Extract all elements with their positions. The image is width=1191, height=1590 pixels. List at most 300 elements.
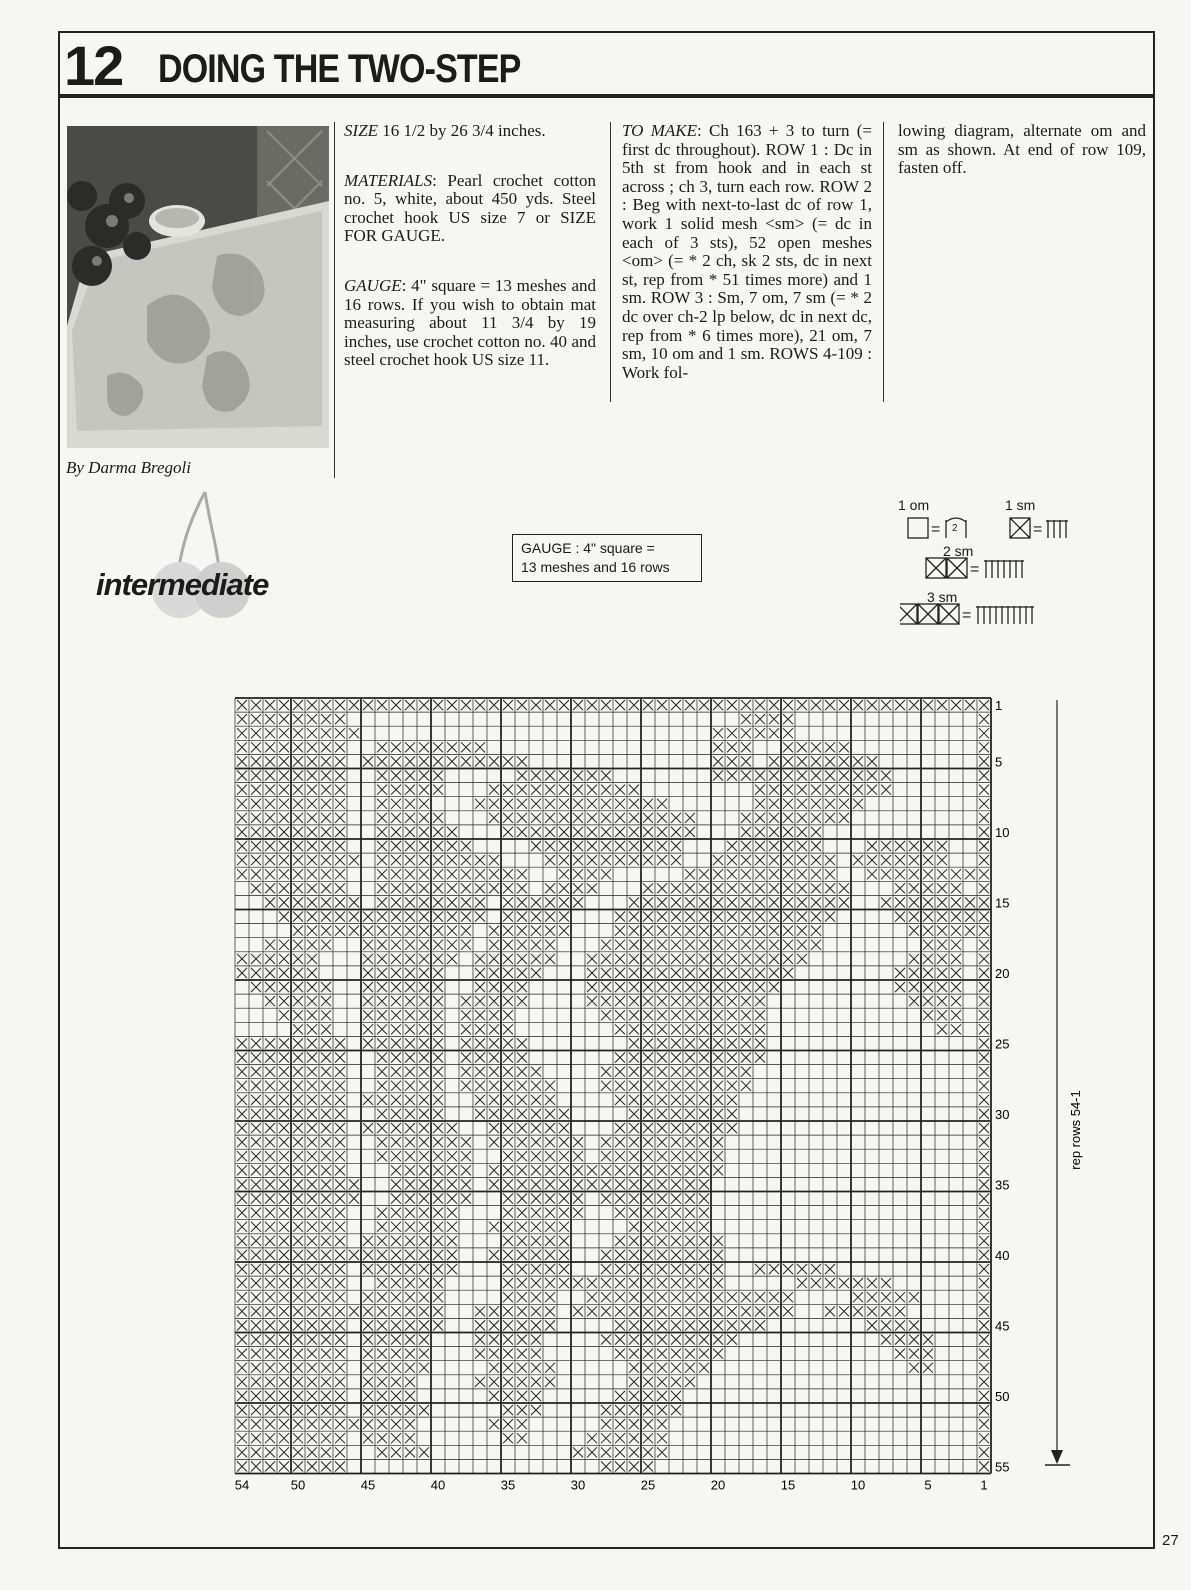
solid-mesh-cell bbox=[685, 1123, 695, 1133]
chart-column-number: 50 bbox=[290, 1477, 306, 1493]
solid-mesh-cell bbox=[713, 1067, 723, 1077]
solid-mesh-cell bbox=[391, 813, 401, 823]
solid-mesh-cell bbox=[643, 813, 653, 823]
solid-mesh-cell bbox=[251, 1250, 261, 1260]
solid-mesh-cell bbox=[503, 1165, 513, 1175]
solid-mesh-cell bbox=[979, 954, 989, 964]
solid-mesh-cell bbox=[531, 1151, 541, 1161]
rep-rows-label: rep rows 54-1 bbox=[1068, 1090, 1083, 1170]
solid-mesh-cell bbox=[741, 1024, 751, 1034]
solid-mesh-cell bbox=[685, 1095, 695, 1105]
solid-mesh-cell bbox=[279, 869, 289, 879]
solid-mesh-cell bbox=[349, 728, 359, 738]
solid-mesh-cell bbox=[377, 912, 387, 922]
solid-mesh-cell bbox=[503, 1024, 513, 1034]
solid-mesh-cell bbox=[979, 728, 989, 738]
solid-mesh-cell bbox=[265, 1053, 275, 1063]
chart-column-number: 45 bbox=[360, 1477, 376, 1493]
solid-mesh-cell bbox=[979, 968, 989, 978]
solid-mesh-cell bbox=[825, 785, 835, 795]
solid-mesh-cell bbox=[335, 756, 345, 766]
solid-mesh-cell bbox=[671, 1236, 681, 1246]
solid-mesh-cell bbox=[629, 1053, 639, 1063]
solid-mesh-cell bbox=[657, 1377, 667, 1387]
solid-mesh-cell bbox=[643, 954, 653, 964]
solid-mesh-cell bbox=[881, 1306, 891, 1316]
solid-mesh-cell bbox=[419, 1363, 429, 1373]
solid-mesh-cell bbox=[377, 954, 387, 964]
solid-mesh-cell bbox=[237, 1095, 247, 1105]
solid-mesh-cell bbox=[503, 700, 513, 710]
solid-mesh-cell bbox=[909, 897, 919, 907]
solid-mesh-cell bbox=[433, 700, 443, 710]
solid-mesh-cell bbox=[979, 1123, 989, 1133]
solid-mesh-cell bbox=[531, 1320, 541, 1330]
solid-mesh-cell bbox=[405, 912, 415, 922]
solid-mesh-cell bbox=[391, 982, 401, 992]
solid-mesh-cell bbox=[629, 1306, 639, 1316]
solid-mesh-cell bbox=[321, 1264, 331, 1274]
solid-mesh-cell bbox=[517, 1433, 527, 1443]
solid-mesh-cell bbox=[797, 785, 807, 795]
solid-mesh-cell bbox=[741, 968, 751, 978]
solid-mesh-cell bbox=[279, 1067, 289, 1077]
solid-mesh-cell bbox=[601, 1335, 611, 1345]
solid-mesh-cell bbox=[237, 785, 247, 795]
solid-mesh-cell bbox=[979, 869, 989, 879]
solid-mesh-cell bbox=[489, 996, 499, 1006]
solid-mesh-cell bbox=[545, 954, 555, 964]
solid-mesh-cell bbox=[727, 1038, 737, 1048]
solid-mesh-cell bbox=[615, 912, 625, 922]
solid-mesh-cell bbox=[391, 940, 401, 950]
solid-mesh-cell bbox=[517, 1405, 527, 1415]
solid-mesh-cell bbox=[615, 813, 625, 823]
solid-mesh-cell bbox=[517, 912, 527, 922]
solid-mesh-cell bbox=[769, 841, 779, 851]
solid-mesh-cell bbox=[517, 1081, 527, 1091]
solid-mesh-cell bbox=[279, 756, 289, 766]
solid-mesh-cell bbox=[265, 827, 275, 837]
solid-mesh-cell bbox=[881, 855, 891, 865]
solid-mesh-cell bbox=[475, 1067, 485, 1077]
chart-column-number: 15 bbox=[780, 1477, 796, 1493]
solid-mesh-cell bbox=[797, 926, 807, 936]
solid-mesh-cell bbox=[545, 841, 555, 851]
solid-mesh-cell bbox=[321, 1038, 331, 1048]
solid-mesh-cell bbox=[545, 827, 555, 837]
solid-mesh-cell bbox=[377, 1405, 387, 1415]
solid-mesh-cell bbox=[377, 1363, 387, 1373]
solid-mesh-cell bbox=[741, 841, 751, 851]
solid-mesh-cell bbox=[657, 1306, 667, 1316]
solid-mesh-cell bbox=[797, 954, 807, 964]
solid-mesh-cell bbox=[433, 813, 443, 823]
solid-mesh-cell bbox=[391, 827, 401, 837]
solid-mesh-cell bbox=[307, 912, 317, 922]
solid-mesh-cell bbox=[251, 855, 261, 865]
solid-mesh-cell bbox=[293, 1335, 303, 1345]
solid-mesh-cell bbox=[601, 954, 611, 964]
solid-mesh-cell bbox=[797, 771, 807, 781]
solid-mesh-cell bbox=[601, 1405, 611, 1415]
solid-mesh-cell bbox=[419, 982, 429, 992]
solid-mesh-cell bbox=[489, 883, 499, 893]
solid-mesh-cell bbox=[615, 926, 625, 936]
solid-mesh-cell bbox=[741, 1292, 751, 1302]
solid-mesh-cell bbox=[405, 940, 415, 950]
solid-mesh-cell bbox=[643, 855, 653, 865]
solid-mesh-cell bbox=[279, 841, 289, 851]
solid-mesh-cell bbox=[475, 968, 485, 978]
solid-mesh-cell bbox=[797, 883, 807, 893]
solid-mesh-cell bbox=[643, 1194, 653, 1204]
solid-mesh-cell bbox=[503, 1349, 513, 1359]
solid-mesh-cell bbox=[671, 1081, 681, 1091]
solid-mesh-cell bbox=[237, 1038, 247, 1048]
solid-mesh-cell bbox=[433, 1109, 443, 1119]
solid-mesh-cell bbox=[601, 785, 611, 795]
solid-mesh-cell bbox=[545, 1109, 555, 1119]
solid-mesh-cell bbox=[335, 1081, 345, 1091]
solid-mesh-cell bbox=[489, 813, 499, 823]
solid-mesh-cell bbox=[727, 1010, 737, 1020]
solid-mesh-cell bbox=[699, 1165, 709, 1175]
solid-mesh-cell bbox=[699, 1179, 709, 1189]
solid-mesh-cell bbox=[391, 799, 401, 809]
solid-mesh-cell bbox=[321, 1461, 331, 1471]
solid-mesh-cell bbox=[699, 869, 709, 879]
solid-mesh-cell bbox=[601, 869, 611, 879]
solid-mesh-cell bbox=[769, 855, 779, 865]
solid-mesh-cell bbox=[489, 982, 499, 992]
solid-mesh-cell bbox=[643, 1024, 653, 1034]
solid-mesh-cell bbox=[685, 1335, 695, 1345]
solid-mesh-cell bbox=[545, 785, 555, 795]
solid-mesh-cell bbox=[615, 1123, 625, 1133]
solid-mesh-cell bbox=[685, 1222, 695, 1232]
solid-mesh-cell bbox=[391, 1024, 401, 1034]
solid-mesh-cell bbox=[881, 1335, 891, 1345]
solid-mesh-cell bbox=[461, 940, 471, 950]
solid-mesh-cell bbox=[825, 756, 835, 766]
solid-mesh-cell bbox=[657, 1109, 667, 1119]
solid-mesh-cell bbox=[937, 841, 947, 851]
solid-mesh-cell bbox=[671, 1053, 681, 1063]
chart-row-number: 10 bbox=[995, 825, 1010, 840]
solid-mesh-cell bbox=[559, 1236, 569, 1246]
solid-mesh-cell bbox=[307, 1377, 317, 1387]
solid-mesh-cell bbox=[895, 1292, 905, 1302]
solid-mesh-cell bbox=[405, 869, 415, 879]
solid-mesh-cell bbox=[517, 785, 527, 795]
solid-mesh-cell bbox=[251, 1278, 261, 1288]
solid-mesh-cell bbox=[279, 1264, 289, 1274]
solid-mesh-cell bbox=[867, 1306, 877, 1316]
solid-mesh-cell bbox=[587, 1306, 597, 1316]
solid-mesh-cell bbox=[391, 1236, 401, 1246]
solid-mesh-cell bbox=[923, 912, 933, 922]
solid-mesh-cell bbox=[839, 1306, 849, 1316]
solid-mesh-cell bbox=[405, 1306, 415, 1316]
solid-mesh-cell bbox=[377, 1264, 387, 1274]
solid-mesh-cell bbox=[979, 1194, 989, 1204]
solid-mesh-cell bbox=[755, 728, 765, 738]
solid-mesh-cell bbox=[713, 954, 723, 964]
solid-mesh-cell bbox=[489, 1320, 499, 1330]
solid-mesh-cell bbox=[629, 785, 639, 795]
solid-mesh-cell bbox=[335, 1306, 345, 1316]
solid-mesh-cell bbox=[671, 700, 681, 710]
solid-mesh-cell bbox=[405, 1208, 415, 1218]
solid-mesh-cell bbox=[265, 968, 275, 978]
solid-mesh-cell bbox=[699, 940, 709, 950]
solid-mesh-cell bbox=[727, 996, 737, 1006]
solid-mesh-cell bbox=[839, 813, 849, 823]
solid-mesh-cell bbox=[601, 1151, 611, 1161]
solid-mesh-cell bbox=[335, 1236, 345, 1246]
solid-mesh-cell bbox=[559, 869, 569, 879]
solid-mesh-cell bbox=[811, 813, 821, 823]
solid-mesh-cell bbox=[251, 714, 261, 724]
solid-mesh-cell bbox=[251, 827, 261, 837]
solid-mesh-cell bbox=[643, 1405, 653, 1415]
solid-mesh-cell bbox=[391, 785, 401, 795]
solid-mesh-cell bbox=[629, 1447, 639, 1457]
make-label: TO MAKE bbox=[622, 121, 697, 140]
stitch-legend-symbols bbox=[900, 512, 1100, 642]
solid-mesh-cell bbox=[895, 968, 905, 978]
solid-mesh-cell bbox=[433, 982, 443, 992]
solid-mesh-cell bbox=[615, 1306, 625, 1316]
solid-mesh-cell bbox=[433, 1165, 443, 1175]
solid-mesh-cell bbox=[405, 700, 415, 710]
solid-mesh-cell bbox=[741, 940, 751, 950]
solid-mesh-cell bbox=[265, 855, 275, 865]
solid-mesh-cell bbox=[629, 1391, 639, 1401]
solid-mesh-cell bbox=[321, 912, 331, 922]
solid-mesh-cell bbox=[657, 982, 667, 992]
solid-mesh-cell bbox=[923, 700, 933, 710]
solid-mesh-cell bbox=[657, 1264, 667, 1274]
solid-mesh-cell bbox=[419, 841, 429, 851]
solid-mesh-cell bbox=[335, 841, 345, 851]
solid-mesh-cell bbox=[545, 912, 555, 922]
solid-mesh-cell bbox=[433, 1292, 443, 1302]
solid-mesh-cell bbox=[405, 1194, 415, 1204]
solid-mesh-cell bbox=[461, 855, 471, 865]
make-text: : Ch 163 + 3 to turn (= first dc throughout). ROW 1 : Dc in 5th st from hook and in each st across ; ch 3, turn each row. ROW 2 : Beg with next-to-last dc of row 1, work 1 solid mesh <sm> (= dc in each of 3 sts), 52 open meshes <om> (= * 2 ch, sk 2 sts, dc in next st, rep from * 51 times more) and 1 sm. ROW 3 : Sm, 7 om, 7 sm (= * 2 dc over ch-2 lp below, dc in next dc, rep from * 6 times more), 21 om, 7 sm, 10 om and 1 sm. ROWS 4-109 : Work fol- bbox=[622, 121, 872, 382]
solid-mesh-cell bbox=[307, 1010, 317, 1020]
solid-mesh-cell bbox=[559, 883, 569, 893]
solid-mesh-cell bbox=[615, 1137, 625, 1147]
solid-mesh-cell bbox=[335, 771, 345, 781]
solid-mesh-cell bbox=[335, 742, 345, 752]
solid-mesh-cell bbox=[909, 954, 919, 964]
solid-mesh-cell bbox=[909, 869, 919, 879]
solid-mesh-cell bbox=[713, 1278, 723, 1288]
solid-mesh-cell bbox=[321, 1222, 331, 1232]
solid-mesh-cell bbox=[433, 940, 443, 950]
solid-mesh-cell bbox=[741, 1053, 751, 1063]
solid-mesh-cell bbox=[685, 1067, 695, 1077]
solid-mesh-cell bbox=[377, 1292, 387, 1302]
solid-mesh-cell bbox=[979, 1151, 989, 1161]
solid-mesh-cell bbox=[713, 1320, 723, 1330]
solid-mesh-cell bbox=[741, 700, 751, 710]
solid-mesh-cell bbox=[657, 1278, 667, 1288]
solid-mesh-cell bbox=[433, 1264, 443, 1274]
svg-text:=: = bbox=[1033, 521, 1043, 538]
solid-mesh-cell bbox=[629, 1236, 639, 1246]
solid-mesh-cell bbox=[237, 799, 247, 809]
solid-mesh-cell bbox=[419, 1137, 429, 1147]
solid-mesh-cell bbox=[783, 926, 793, 936]
solid-mesh-cell bbox=[685, 926, 695, 936]
chart-column-number: 40 bbox=[430, 1477, 446, 1493]
solid-mesh-cell bbox=[615, 1433, 625, 1443]
solid-mesh-cell bbox=[601, 1250, 611, 1260]
solid-mesh-cell bbox=[727, 841, 737, 851]
solid-mesh-cell bbox=[713, 742, 723, 752]
solid-mesh-cell bbox=[237, 1377, 247, 1387]
solid-mesh-cell bbox=[573, 855, 583, 865]
solid-mesh-cell bbox=[629, 954, 639, 964]
solid-mesh-cell bbox=[741, 883, 751, 893]
solid-mesh-cell bbox=[279, 813, 289, 823]
solid-mesh-cell bbox=[713, 1137, 723, 1147]
solid-mesh-cell bbox=[307, 1208, 317, 1218]
solid-mesh-cell bbox=[419, 700, 429, 710]
solid-mesh-cell bbox=[279, 1433, 289, 1443]
chart-grid bbox=[235, 698, 991, 1474]
solid-mesh-cell bbox=[307, 714, 317, 724]
solid-mesh-cell bbox=[503, 756, 513, 766]
solid-mesh-cell bbox=[265, 1067, 275, 1077]
solid-mesh-cell bbox=[265, 1292, 275, 1302]
solid-mesh-cell bbox=[475, 742, 485, 752]
solid-mesh-cell bbox=[307, 1222, 317, 1232]
solid-mesh-cell bbox=[405, 855, 415, 865]
solid-mesh-cell bbox=[601, 1165, 611, 1175]
solid-mesh-cell bbox=[475, 996, 485, 1006]
solid-mesh-cell bbox=[559, 926, 569, 936]
solid-mesh-cell bbox=[405, 1038, 415, 1048]
solid-mesh-cell bbox=[517, 813, 527, 823]
solid-mesh-cell bbox=[265, 1433, 275, 1443]
solid-mesh-cell bbox=[363, 940, 373, 950]
solid-mesh-cell bbox=[321, 940, 331, 950]
solid-mesh-cell bbox=[657, 700, 667, 710]
solid-mesh-cell bbox=[237, 1433, 247, 1443]
solid-mesh-cell bbox=[727, 954, 737, 964]
solid-mesh-cell bbox=[265, 813, 275, 823]
solid-mesh-cell bbox=[251, 883, 261, 893]
solid-mesh-cell bbox=[643, 1109, 653, 1119]
legend-om-label: 1 om bbox=[898, 497, 930, 513]
solid-mesh-cell bbox=[531, 1081, 541, 1091]
solid-mesh-cell bbox=[377, 968, 387, 978]
solid-mesh-cell bbox=[629, 1419, 639, 1429]
solid-mesh-cell bbox=[377, 1278, 387, 1288]
solid-mesh-cell bbox=[293, 1151, 303, 1161]
solid-mesh-cell bbox=[405, 1123, 415, 1133]
solid-mesh-cell bbox=[489, 785, 499, 795]
solid-mesh-cell bbox=[503, 1179, 513, 1189]
solid-mesh-cell bbox=[965, 869, 975, 879]
solid-mesh-cell bbox=[419, 1165, 429, 1175]
solid-mesh-cell bbox=[489, 1165, 499, 1175]
solid-mesh-cell bbox=[503, 1292, 513, 1302]
gauge-paragraph bbox=[344, 277, 596, 370]
solid-mesh-cell bbox=[923, 869, 933, 879]
solid-mesh-cell bbox=[391, 855, 401, 865]
solid-mesh-cell bbox=[307, 1194, 317, 1204]
chart-column-number: 1 bbox=[980, 1477, 988, 1493]
solid-mesh-cell bbox=[391, 1292, 401, 1302]
solid-mesh-cell bbox=[377, 855, 387, 865]
solid-mesh-cell bbox=[727, 700, 737, 710]
solid-mesh-cell bbox=[629, 926, 639, 936]
chart-row-number: 45 bbox=[995, 1318, 1010, 1334]
solid-mesh-cell bbox=[615, 841, 625, 851]
solid-mesh-cell bbox=[685, 1236, 695, 1246]
solid-mesh-cell bbox=[321, 897, 331, 907]
solid-mesh-cell bbox=[265, 869, 275, 879]
solid-mesh-cell bbox=[419, 897, 429, 907]
solid-mesh-cell bbox=[629, 1010, 639, 1020]
solid-mesh-cell bbox=[503, 1151, 513, 1161]
solid-mesh-cell bbox=[951, 700, 961, 710]
solid-mesh-cell bbox=[391, 897, 401, 907]
solid-mesh-cell bbox=[293, 1165, 303, 1175]
solid-mesh-cell bbox=[307, 1264, 317, 1274]
solid-mesh-cell bbox=[713, 897, 723, 907]
solid-mesh-cell bbox=[685, 1208, 695, 1218]
solid-mesh-cell bbox=[237, 968, 247, 978]
solid-mesh-cell bbox=[797, 827, 807, 837]
solid-mesh-cell bbox=[377, 1010, 387, 1020]
solid-mesh-cell bbox=[335, 1179, 345, 1189]
solid-mesh-cell bbox=[867, 1292, 877, 1302]
solid-mesh-cell bbox=[377, 827, 387, 837]
solid-mesh-cell bbox=[643, 1222, 653, 1232]
solid-mesh-cell bbox=[531, 827, 541, 837]
solid-mesh-cell bbox=[461, 1165, 471, 1175]
solid-mesh-cell bbox=[699, 1208, 709, 1218]
solid-mesh-cell bbox=[517, 897, 527, 907]
solid-mesh-cell bbox=[741, 1081, 751, 1091]
solid-mesh-cell bbox=[951, 869, 961, 879]
solid-mesh-cell bbox=[335, 1349, 345, 1359]
solid-mesh-cell bbox=[419, 1038, 429, 1048]
solid-mesh-cell bbox=[391, 954, 401, 964]
solid-mesh-cell bbox=[797, 855, 807, 865]
solid-mesh-cell bbox=[671, 883, 681, 893]
solid-mesh-cell bbox=[433, 855, 443, 865]
solid-mesh-cell bbox=[979, 1391, 989, 1401]
solid-mesh-cell bbox=[755, 940, 765, 950]
solid-mesh-cell bbox=[237, 728, 247, 738]
solid-mesh-cell bbox=[615, 827, 625, 837]
solid-mesh-cell bbox=[461, 883, 471, 893]
solid-mesh-cell bbox=[391, 1264, 401, 1274]
solid-mesh-cell bbox=[391, 912, 401, 922]
solid-mesh-cell bbox=[699, 996, 709, 1006]
solid-mesh-cell bbox=[713, 1250, 723, 1260]
solid-mesh-cell bbox=[251, 1236, 261, 1246]
solid-mesh-cell bbox=[839, 771, 849, 781]
